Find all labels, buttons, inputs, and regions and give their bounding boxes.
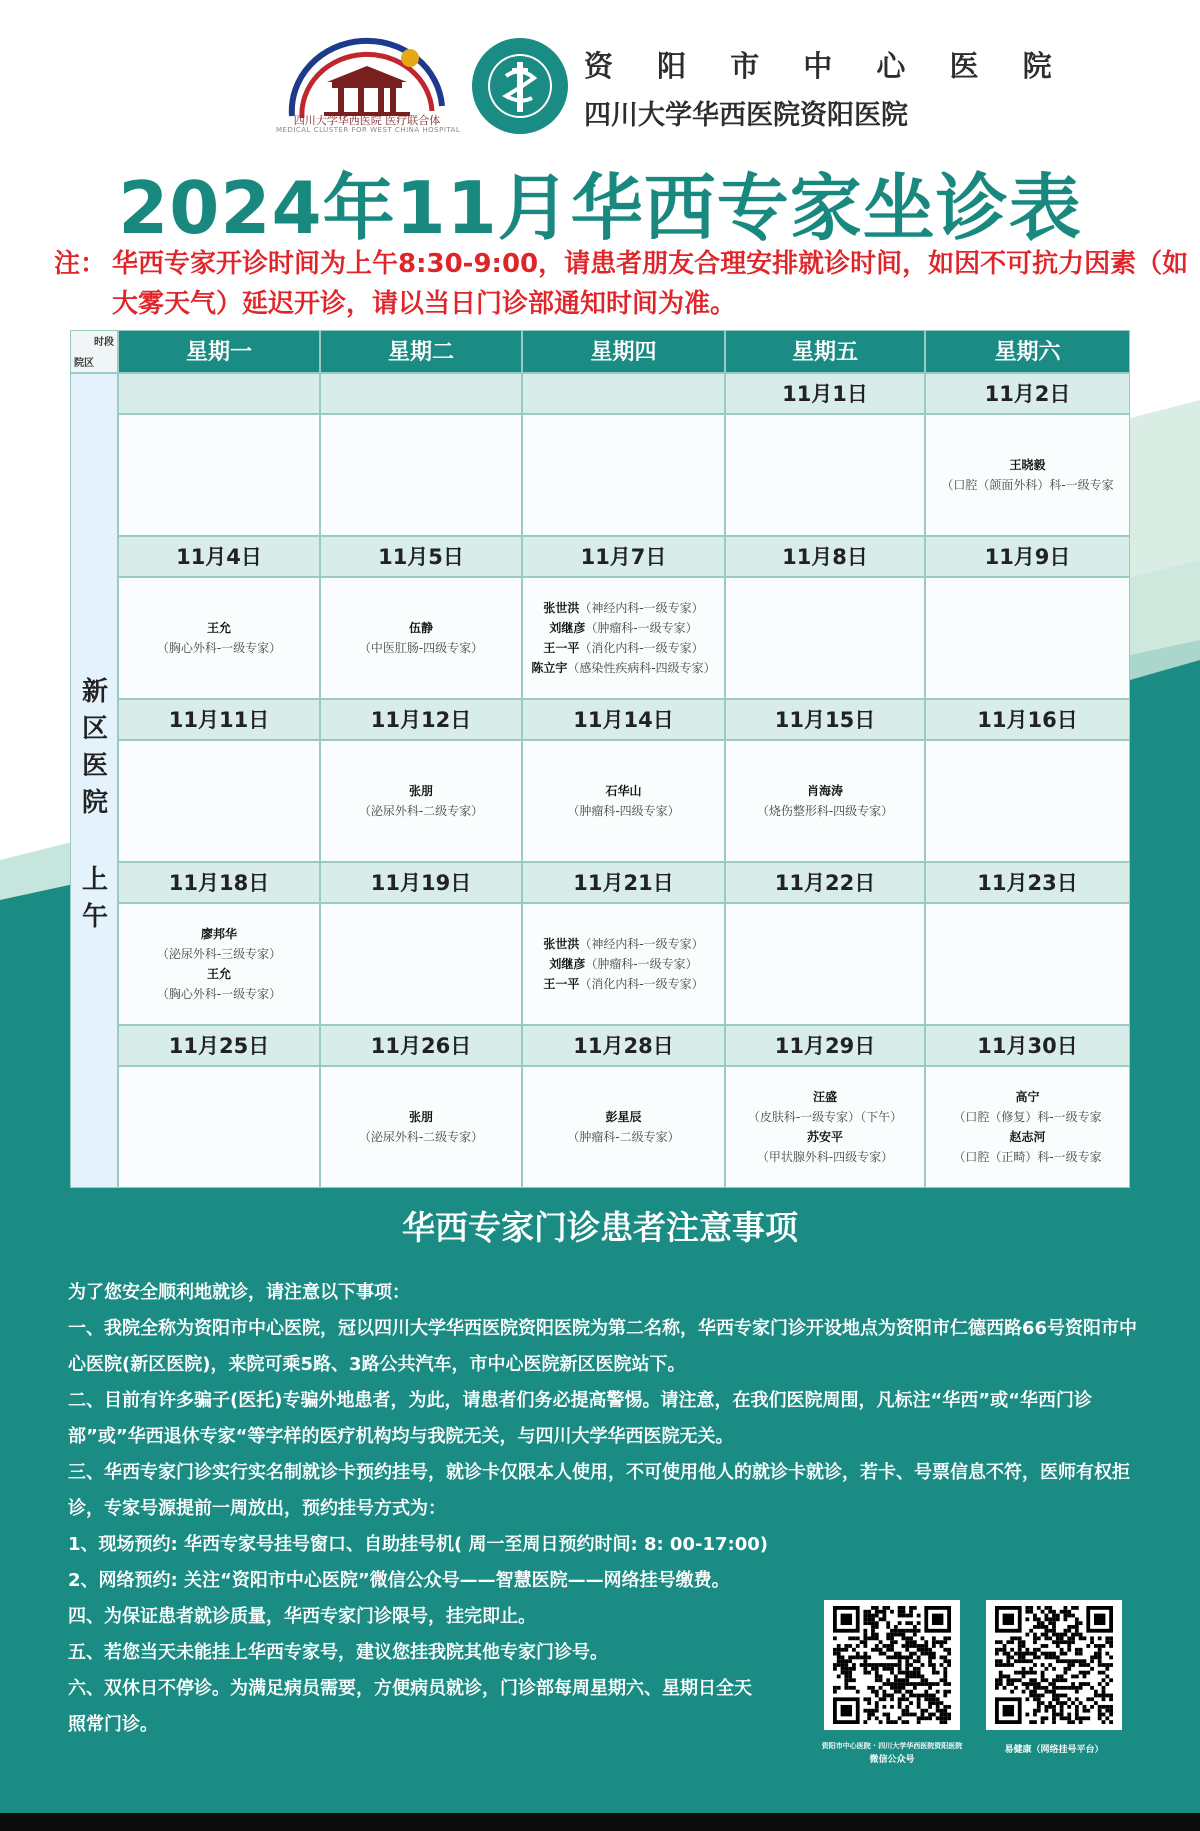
date-cell bbox=[320, 373, 522, 414]
doctor-name: 赵志河 bbox=[1009, 1130, 1046, 1144]
doctor-department: （皮肤科-一级专家）（下午） bbox=[747, 1110, 903, 1124]
doctor-name: 陈立宇 bbox=[531, 661, 568, 675]
campus-label-char: 午 bbox=[81, 902, 108, 932]
schedule-cell bbox=[925, 577, 1130, 699]
doctor-entry bbox=[531, 658, 715, 678]
doctor-entry bbox=[549, 618, 697, 638]
doctor-name: 高宁 bbox=[1015, 1090, 1040, 1104]
doctor-name: 伍静 bbox=[408, 621, 433, 635]
date-cell: 11月9日 bbox=[925, 536, 1130, 577]
doctor-name: 刘继彦 bbox=[549, 621, 586, 635]
date-cell: 11月30日 bbox=[925, 1025, 1130, 1066]
weekday-header: 星期一 bbox=[118, 330, 320, 373]
wechat-qr-caption-line2: 微信公众号 bbox=[869, 1755, 915, 1765]
campus-label-char: 医 bbox=[81, 751, 108, 781]
wechat-qr-caption-line1: 资阳市中心医院 · 四川大学华西医院资阳医院 bbox=[821, 1742, 963, 1750]
doctor-name: 王晓毅 bbox=[1009, 458, 1046, 472]
campus-label-char: 区 bbox=[81, 714, 108, 744]
doctor-department: （口腔（颌面外科）科-一级专家 bbox=[941, 478, 1114, 492]
doctor-entry bbox=[549, 954, 697, 974]
wechat-qr-caption bbox=[808, 1739, 976, 1767]
date-cell: 11月18日 bbox=[118, 862, 320, 903]
doctor-entry bbox=[543, 974, 703, 994]
doctor-department: （烧伤整形科-四级专家） bbox=[756, 804, 894, 818]
date-cell: 11月5日 bbox=[320, 536, 522, 577]
schedule-cell bbox=[118, 903, 320, 1025]
campus-label-char: 上 bbox=[81, 865, 108, 895]
doctor-department: （泌尿外科-三级专家） bbox=[156, 947, 282, 961]
schedule-cell bbox=[118, 740, 320, 862]
doctor-name: 王一平 bbox=[543, 641, 580, 655]
corner-time-label: 时段 bbox=[94, 337, 114, 348]
hospital-second-name: 四川大学华西医院资阳医院 bbox=[584, 100, 908, 131]
weekday-header: 星期四 bbox=[522, 330, 725, 373]
note-item: 三、华西专家门诊实行实名制就诊卡预约挂号，就诊卡仅限本人使用，不可使用他人的就诊卡就诊，若卡、号票信息不符，医师有权拒诊，专家号源提前一周放出，预约挂号方式为： bbox=[68, 1462, 1130, 1519]
date-cell: 11月1日 bbox=[725, 373, 925, 414]
note-item: 2、网络预约: 关注“资阳市中心医院”微信公众号——智慧医院——网络挂号缴费。 bbox=[68, 1570, 730, 1591]
doctor-department: （口腔（修复）科-一级专家 bbox=[953, 1110, 1102, 1124]
schedule-cell bbox=[320, 414, 522, 536]
weekday-header: 星期二 bbox=[320, 330, 522, 373]
schedule-cell bbox=[320, 1066, 522, 1188]
weekday-header: 星期六 bbox=[925, 330, 1130, 373]
doctor-name: 苏安平 bbox=[806, 1130, 843, 1144]
doctor-entry bbox=[543, 934, 703, 954]
date-cell: 11月25日 bbox=[118, 1025, 320, 1066]
doctor-department: （泌尿外科-二级专家） bbox=[358, 804, 484, 818]
doctor-department: （感染性疾病科-四级专家） bbox=[567, 661, 716, 675]
doctor-department: （胸心外科-一级专家） bbox=[156, 987, 282, 1001]
date-cell: 11月28日 bbox=[522, 1025, 725, 1066]
doctor-name: 刘继彦 bbox=[549, 957, 586, 971]
page-title: 2024年11月华西专家坐诊表 bbox=[118, 166, 1082, 250]
doctor-entry bbox=[543, 638, 703, 658]
doctor-department: （肿瘤科-一级专家） bbox=[585, 621, 698, 635]
doctor-name: 张世洪 bbox=[543, 601, 580, 615]
doctor-name: 肖海涛 bbox=[806, 784, 843, 798]
doctor-department: （肿瘤科-一级专家） bbox=[585, 957, 698, 971]
schedule-cell bbox=[725, 903, 925, 1025]
schedule-cell bbox=[925, 1066, 1130, 1188]
date-cell: 11月19日 bbox=[320, 862, 522, 903]
schedule-cell bbox=[725, 577, 925, 699]
west-china-logo-caption-en: MEDICAL CLUSTER FOR WEST CHINA HOSPITAL bbox=[276, 126, 461, 134]
schedule-cell bbox=[320, 577, 522, 699]
date-cell: 11月2日 bbox=[925, 373, 1130, 414]
schedule-cell bbox=[925, 903, 1130, 1025]
ziyang-hospital-logo bbox=[470, 36, 570, 136]
schedule-cell bbox=[522, 414, 725, 536]
date-cell: 11月16日 bbox=[925, 699, 1130, 740]
note-item: 一、我院全称为资阳市中心医院，冠以四川大学华西医院资阳医院为第二名称，华西专家门诊开设地点为资阳市仁德西路66号资阳市中心医院(新区医院)，来院可乘5路、3路公共汽车，市中心医院新区医院站下。 bbox=[68, 1318, 1138, 1375]
doctor-department: （肿瘤科-四级专家） bbox=[567, 804, 680, 818]
schedule-table bbox=[70, 330, 1130, 1188]
doctor-department: （口腔（正畸）科-一级专家 bbox=[953, 1150, 1102, 1164]
schedule-cell bbox=[522, 1066, 725, 1188]
schedule-cell bbox=[320, 903, 522, 1025]
doctor-department: （肿瘤科-二级专家） bbox=[567, 1130, 680, 1144]
doctor-department: （胸心外科-一级专家） bbox=[156, 641, 282, 655]
schedule-cell bbox=[725, 414, 925, 536]
doctor-name: 汪盛 bbox=[812, 1090, 837, 1104]
yijiankang-qr-code bbox=[986, 1600, 1122, 1730]
date-cell: 11月26日 bbox=[320, 1025, 522, 1066]
note-item: 四、为保证患者就诊质量，华西专家门诊限号，挂完即止。 bbox=[68, 1606, 536, 1627]
west-china-logo-caption: 四川大学华西医院 医疗联合体 bbox=[293, 114, 441, 127]
date-cell: 11月14日 bbox=[522, 699, 725, 740]
campus-session-label bbox=[71, 674, 119, 936]
notice-text: 华西专家开诊时间为上午8:30-9:00，请患者朋友合理安排就诊时间，如因不可抗力因素（如大雾天气）延迟开诊，请以当日门诊部通知时间为准。 bbox=[112, 249, 1189, 319]
doctor-name: 王允 bbox=[206, 967, 231, 981]
note-item: 六、双休日不停诊。为满足病员需要，方便病员就诊，门诊部每周星期六、星期日全天照常门诊。 bbox=[68, 1678, 752, 1735]
doctor-name: 王允 bbox=[206, 621, 231, 635]
note-item: 1、现场预约: 华西专家号挂号窗口、自助挂号机( 周一至周日预约时间: 8: 00-17:00) bbox=[68, 1534, 768, 1555]
doctor-department: （中医肛肠-四级专家） bbox=[358, 641, 484, 655]
date-cell: 11月23日 bbox=[925, 862, 1130, 903]
campus-label-char: 新 bbox=[81, 677, 108, 707]
campus-label-char bbox=[71, 822, 119, 862]
doctor-name: 石华山 bbox=[605, 784, 642, 798]
schedule-cell bbox=[118, 414, 320, 536]
doctor-name: 廖邦华 bbox=[200, 927, 237, 941]
doctor-department: （甲状腺外科-四级专家） bbox=[756, 1150, 894, 1164]
schedule-cell bbox=[320, 740, 522, 862]
campus-label-char: 院 bbox=[81, 788, 108, 818]
doctor-department: （消化内科-一级专家） bbox=[579, 641, 704, 655]
bottom-bar bbox=[0, 1813, 1200, 1831]
schedule-cell bbox=[522, 903, 725, 1025]
doctor-name: 王一平 bbox=[543, 977, 580, 991]
notes-intro: 为了您安全顺利地就诊，请注意以下事项： bbox=[68, 1282, 410, 1303]
date-cell: 11月29日 bbox=[725, 1025, 925, 1066]
schedule-cell bbox=[522, 577, 725, 699]
yijiankang-qr-caption: 易健康（网络挂号平台） bbox=[1004, 1745, 1104, 1755]
schedule-cell bbox=[725, 1066, 925, 1188]
wechat-qr-code bbox=[824, 1600, 960, 1730]
campus-column bbox=[70, 373, 118, 1188]
schedule-cell bbox=[725, 740, 925, 862]
doctor-department: （泌尿外科-二级专家） bbox=[358, 1130, 484, 1144]
doctor-department: （神经内科-一级专家） bbox=[579, 601, 704, 615]
doctor-department: （神经内科-一级专家） bbox=[579, 937, 704, 951]
doctor-entry bbox=[543, 598, 703, 618]
schedule-cell bbox=[118, 577, 320, 699]
notes-title: 华西专家门诊患者注意事项 bbox=[402, 1208, 798, 1247]
note-item: 五、若您当天未能挂上华西专家号，建议您挂我院其他专家门诊号。 bbox=[68, 1642, 608, 1663]
corner-campus-label: 院区 bbox=[74, 358, 94, 369]
date-cell bbox=[522, 373, 725, 414]
schedule-cell bbox=[925, 414, 1130, 536]
hospital-name: 资 阳 市 中 心 医 院 bbox=[584, 49, 1069, 83]
schedule-cell bbox=[118, 1066, 320, 1188]
date-cell bbox=[118, 373, 320, 414]
date-cell: 11月8日 bbox=[725, 536, 925, 577]
date-cell: 11月4日 bbox=[118, 536, 320, 577]
doctor-department: （消化内科-一级专家） bbox=[579, 977, 704, 991]
doctor-name: 张世洪 bbox=[543, 937, 580, 951]
date-cell: 11月12日 bbox=[320, 699, 522, 740]
doctor-name: 彭星辰 bbox=[605, 1110, 642, 1124]
header bbox=[0, 0, 1200, 150]
notice-label: 注： bbox=[54, 249, 107, 279]
date-cell: 11月22日 bbox=[725, 862, 925, 903]
doctor-name: 张朋 bbox=[408, 784, 433, 798]
weekday-header: 星期五 bbox=[725, 330, 925, 373]
schedule-cell bbox=[522, 740, 725, 862]
schedule-cell bbox=[925, 740, 1130, 862]
table-corner bbox=[70, 330, 118, 373]
date-cell: 11月11日 bbox=[118, 699, 320, 740]
doctor-name: 张朋 bbox=[408, 1110, 433, 1124]
note-item: 二、目前有许多骗子(医托)专骗外地患者，为此，请患者们务必提高警惕。请注意，在我们医院周围，凡标注“华西”或“华西门诊部”或”华西退休专家“等字样的医疗机构均与我院无关，与四川大学华西医院无关。 bbox=[68, 1390, 1092, 1447]
date-cell: 11月21日 bbox=[522, 862, 725, 903]
date-cell: 11月7日 bbox=[522, 536, 725, 577]
date-cell: 11月15日 bbox=[725, 699, 925, 740]
